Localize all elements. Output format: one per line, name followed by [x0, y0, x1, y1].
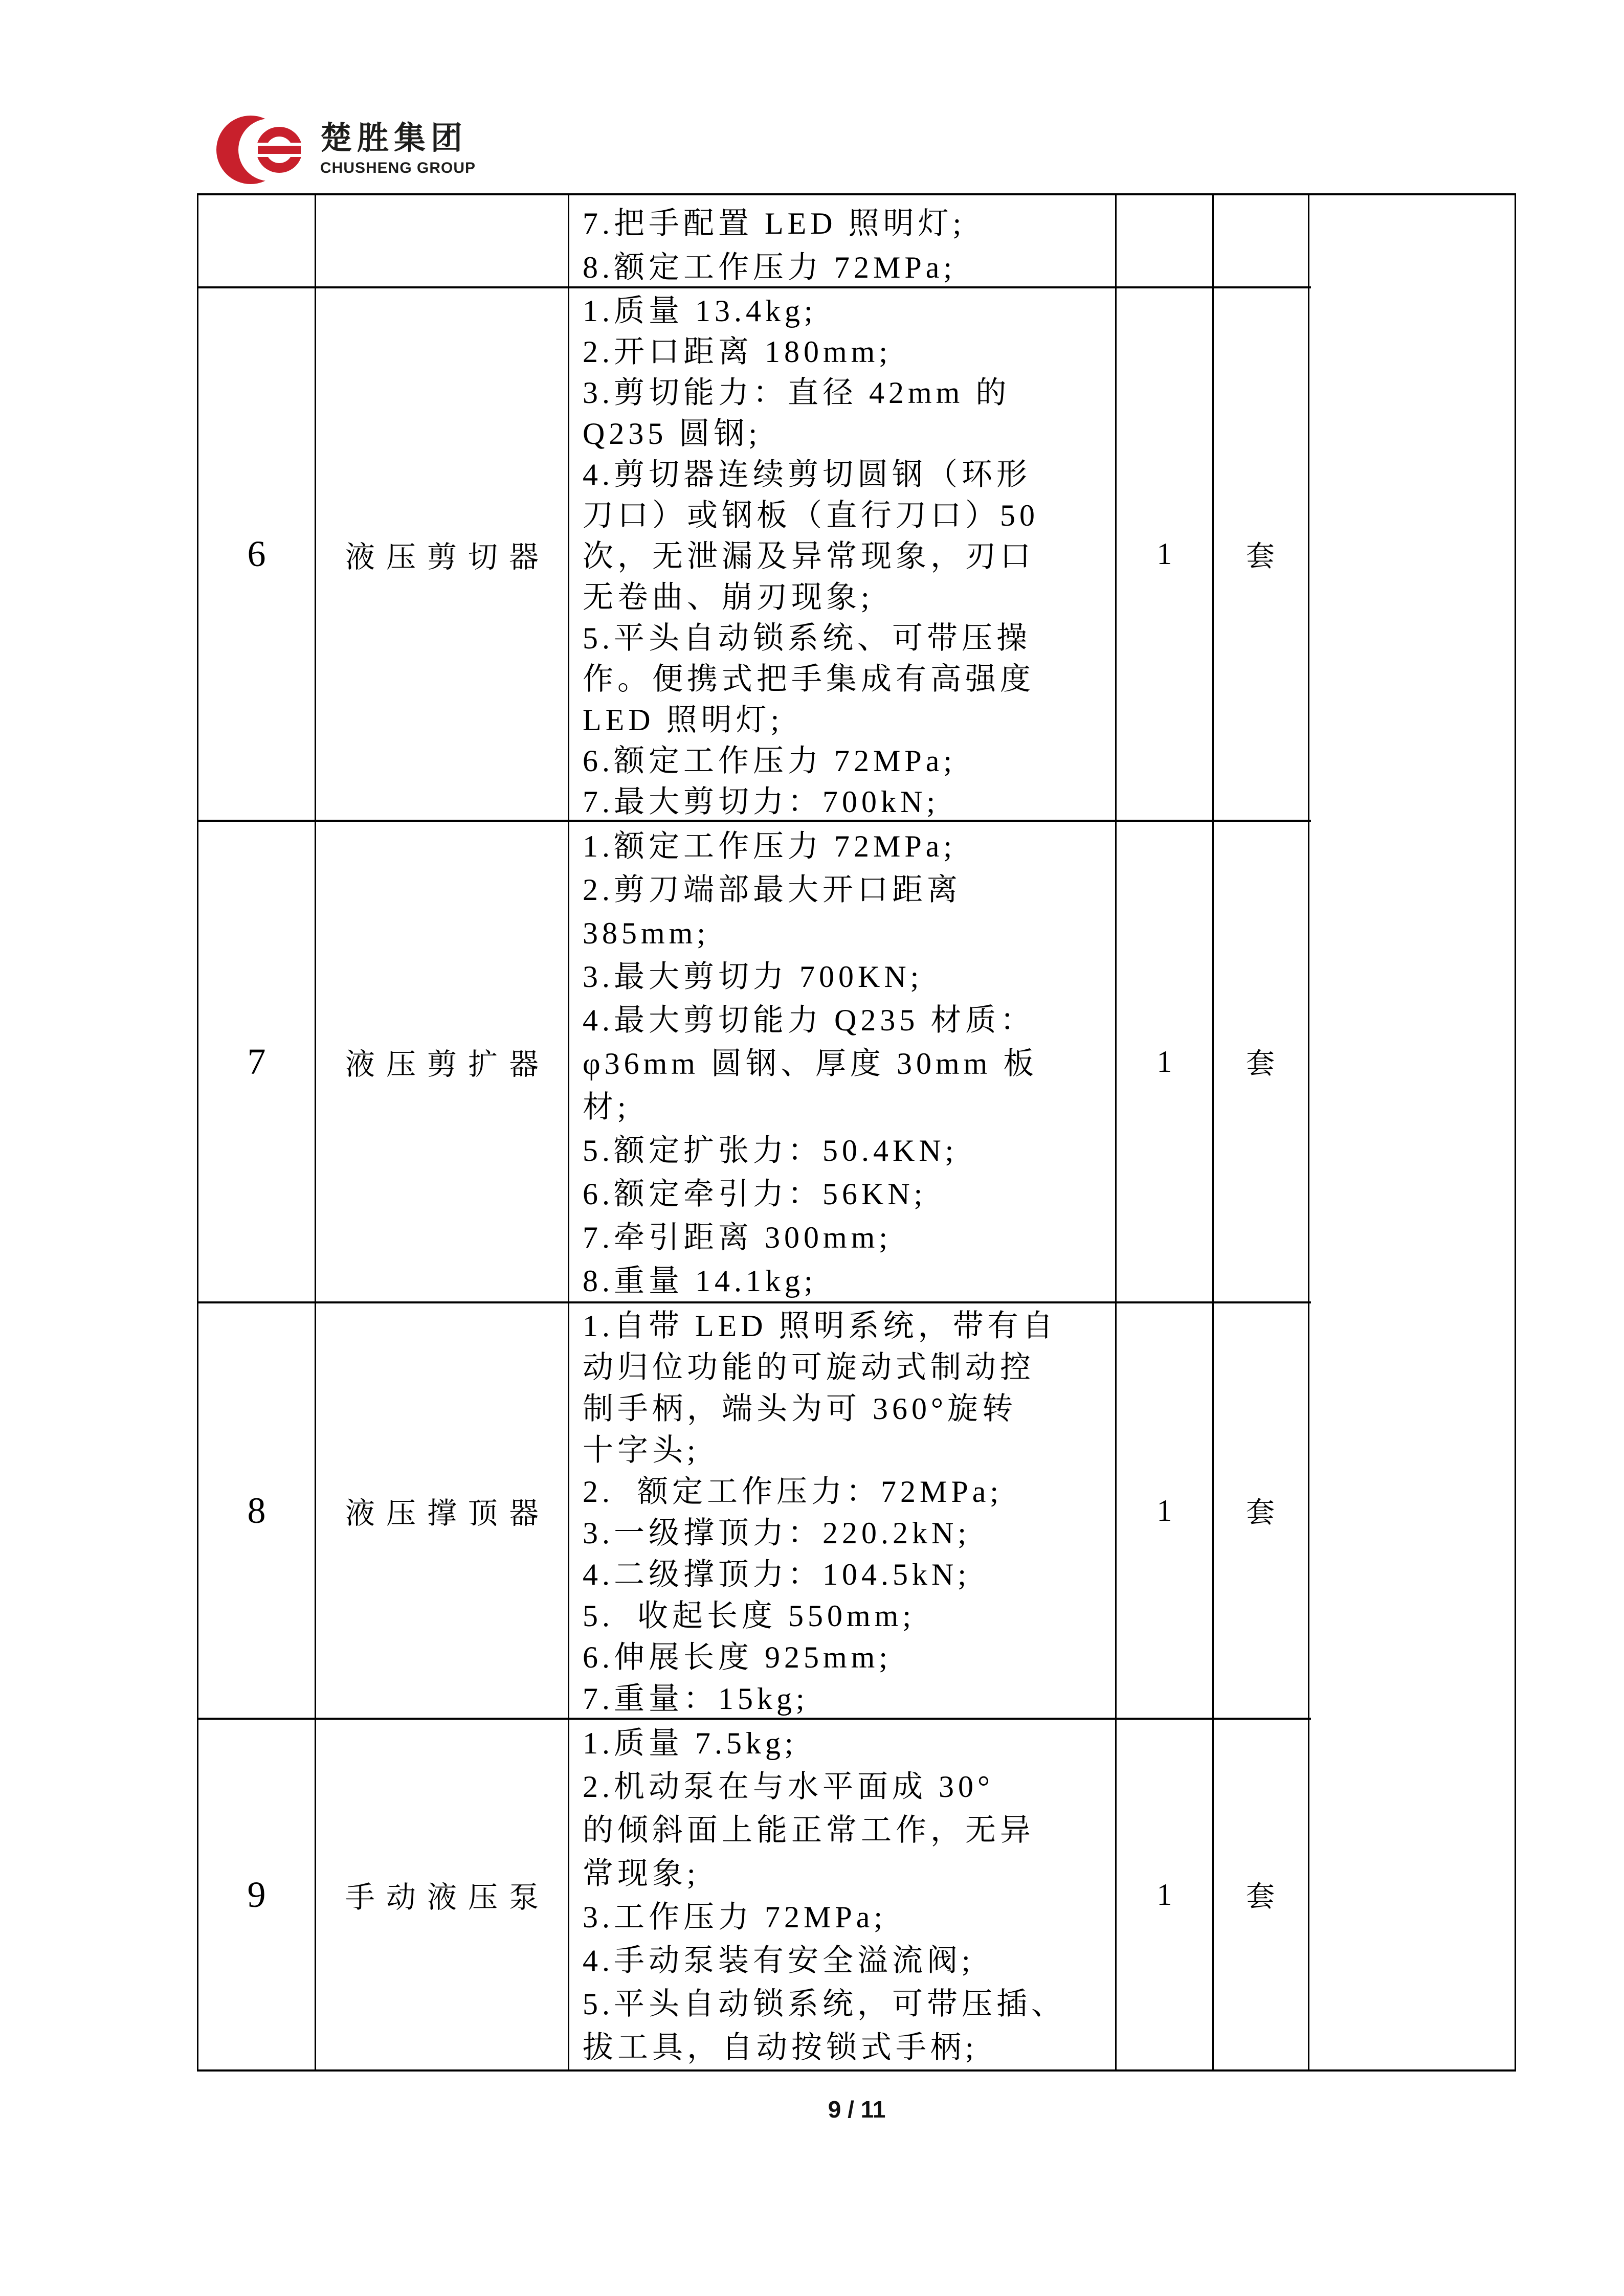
- row-main-cells: [198, 1303, 1311, 1720]
- spec-line: 2.开口距离 180mm;: [583, 335, 892, 369]
- spec-cell: [569, 1303, 1117, 1718]
- item-name-cell: [316, 1720, 569, 2069]
- spec-line: 1.质量 13.4kg;: [583, 294, 817, 328]
- spec-table: [197, 193, 1516, 2072]
- spec-line: 拔工具，自动按锁式手柄;: [583, 2031, 978, 2064]
- logo-mark-icon: [215, 111, 306, 188]
- item-name-cell: [316, 1303, 569, 1718]
- table-row: [198, 822, 1515, 1303]
- company-logo: [215, 111, 476, 188]
- quantity-value: 1: [1156, 537, 1172, 571]
- item-name: 液压剪扩器: [345, 1048, 550, 1081]
- row-number: 9: [247, 1874, 266, 1915]
- spec-line: 2. 额定工作压力：72MPa;: [583, 1475, 1003, 1509]
- spec-line: Q235 圆钢;: [583, 417, 761, 451]
- item-name-cell: [316, 822, 569, 1301]
- spec-line: 制手柄，端头为可 360°旋转: [583, 1392, 1017, 1426]
- spec-line: 3.工作压力 72MPa;: [583, 1900, 887, 1934]
- quantity-cell: [1117, 1303, 1214, 1718]
- spec-line: 6.额定工作压力 72MPa;: [583, 744, 956, 778]
- remark-cell: [1311, 1303, 1515, 1720]
- spec-line: 4.最大剪切能力 Q235 材质：: [583, 1003, 1035, 1037]
- spec-cell: [569, 288, 1117, 820]
- spec-line: 4.剪切器连续剪切圆钢（环形: [583, 458, 1031, 491]
- unit-value: 套: [1246, 1497, 1276, 1529]
- company-name-cn: 楚胜集团: [320, 121, 468, 156]
- page-number: 9 / 11: [828, 2096, 886, 2123]
- quantity-cell: [1117, 288, 1214, 820]
- spec-line: 8.额定工作压力 72MPa;: [583, 251, 956, 284]
- row-number-cell: [198, 195, 316, 286]
- row-main-cells: [198, 822, 1311, 1303]
- spec-line: 385mm;: [583, 916, 710, 950]
- row-main-cells: [198, 1720, 1311, 2069]
- row-number: 6: [247, 533, 266, 574]
- unit-cell: [1214, 1303, 1309, 1718]
- table-row: [198, 1303, 1515, 1720]
- row-number-cell: [198, 1303, 316, 1718]
- row-number-cell: [198, 822, 316, 1301]
- spec-line: 3.最大剪切力 700KN;: [583, 960, 923, 994]
- spec-line: 1.质量 7.5kg;: [583, 1726, 797, 1760]
- unit-cell: [1214, 1720, 1309, 2069]
- spec-line: 6.额定牵引力：56KN;: [583, 1177, 927, 1211]
- spec-line: 无卷曲、崩刃现象;: [583, 580, 874, 614]
- spec-line: 十字头;: [583, 1433, 700, 1467]
- spec-line: 8.重量 14.1kg;: [583, 1264, 817, 1298]
- row-number: 8: [247, 1490, 266, 1531]
- spec-cell: [569, 195, 1117, 286]
- spec-line: 2.剪刀端部最大开口距离: [583, 873, 962, 907]
- remark-cell: [1311, 1720, 1515, 2069]
- spec-line: 刀口）或钢板（直行刀口）50: [583, 499, 1039, 532]
- table-row: [198, 1720, 1515, 2069]
- unit-value: 套: [1246, 1048, 1276, 1080]
- row-number-cell: [198, 1720, 316, 2069]
- remark-cell: [1311, 195, 1515, 288]
- spec-cell: [569, 822, 1117, 1301]
- spec-line: 4.手动泵装有安全溢流阀;: [583, 1944, 974, 1977]
- spec-line: 5.平头自动锁系统、可带压操: [583, 621, 1031, 655]
- spec-line: 7.牵引距离 300mm;: [583, 1221, 892, 1254]
- spec-line: 7.最大剪切力：700kN;: [583, 785, 939, 819]
- spec-line: 4.二级撑顶力：104.5kN;: [583, 1558, 970, 1591]
- item-name: 液压剪切器: [345, 540, 550, 574]
- spec-line: φ36mm 圆钢、厚度 30mm 板: [583, 1047, 1038, 1081]
- item-name: 液压撑顶器: [345, 1497, 550, 1530]
- remark-cell: [1311, 822, 1515, 1303]
- quantity-value: 1: [1156, 1877, 1172, 1911]
- item-name-cell: [316, 195, 569, 286]
- remark-cell: [1311, 288, 1515, 822]
- company-name-en: CHUSHENG GROUP: [320, 160, 476, 176]
- spec-line: 3.一级撑顶力：220.2kN;: [583, 1516, 970, 1550]
- spec-line: 材;: [583, 1090, 630, 1124]
- spec-line: 作。便携式把手集成有高强度: [583, 662, 1035, 696]
- logo-text-block: [320, 111, 476, 177]
- unit-value: 套: [1246, 1881, 1276, 1913]
- unit-cell: [1214, 288, 1309, 820]
- spec-line: 7.把手配置 LED 照明灯;: [583, 207, 966, 240]
- spec-line: 动归位功能的可旋动式制动控: [583, 1350, 1035, 1384]
- unit-cell: [1214, 822, 1309, 1301]
- spec-line: 1.额定工作压力 72MPa;: [583, 829, 956, 863]
- item-name: 手动液压泵: [345, 1881, 550, 1914]
- spec-cell: [569, 1720, 1117, 2069]
- spec-line: 次，无泄漏及异常现象，刃口: [583, 539, 1035, 573]
- quantity-value: 1: [1156, 1493, 1172, 1527]
- spec-line: 7.重量：15kg;: [583, 1682, 809, 1716]
- spec-line: 2.机动泵在与水平面成 30°: [583, 1770, 994, 1804]
- unit-cell: [1214, 195, 1309, 286]
- spec-line: 6.伸展长度 925mm;: [583, 1640, 892, 1674]
- row-number-cell: [198, 288, 316, 820]
- spec-line: 的倾斜面上能正常工作，无异: [583, 1813, 1035, 1847]
- spec-line: 5.额定扩张力：50.4KN;: [583, 1134, 958, 1167]
- row-main-cells: [198, 288, 1311, 822]
- spec-table-body: [198, 195, 1515, 2069]
- item-name-cell: [316, 288, 569, 820]
- spec-line: 3.剪切能力：直径 42mm 的: [583, 376, 1011, 410]
- spec-line: 常现象;: [583, 1857, 700, 1890]
- row-main-cells: [198, 195, 1311, 288]
- table-row: [198, 195, 1515, 288]
- quantity-cell: [1117, 195, 1214, 286]
- quantity-cell: [1117, 1720, 1214, 2069]
- spec-line: LED 照明灯;: [583, 703, 784, 737]
- quantity-value: 1: [1156, 1044, 1172, 1078]
- unit-value: 套: [1246, 541, 1276, 573]
- spec-line: 5.平头自动锁系统，可带压插、: [583, 1987, 1066, 2021]
- spec-line: 1.自带 LED 照明系统，带有自: [583, 1309, 1057, 1343]
- row-number: 7: [247, 1041, 266, 1082]
- table-row: [198, 288, 1515, 822]
- spec-line: 5. 收起长度 550mm;: [583, 1599, 916, 1633]
- quantity-cell: [1117, 822, 1214, 1301]
